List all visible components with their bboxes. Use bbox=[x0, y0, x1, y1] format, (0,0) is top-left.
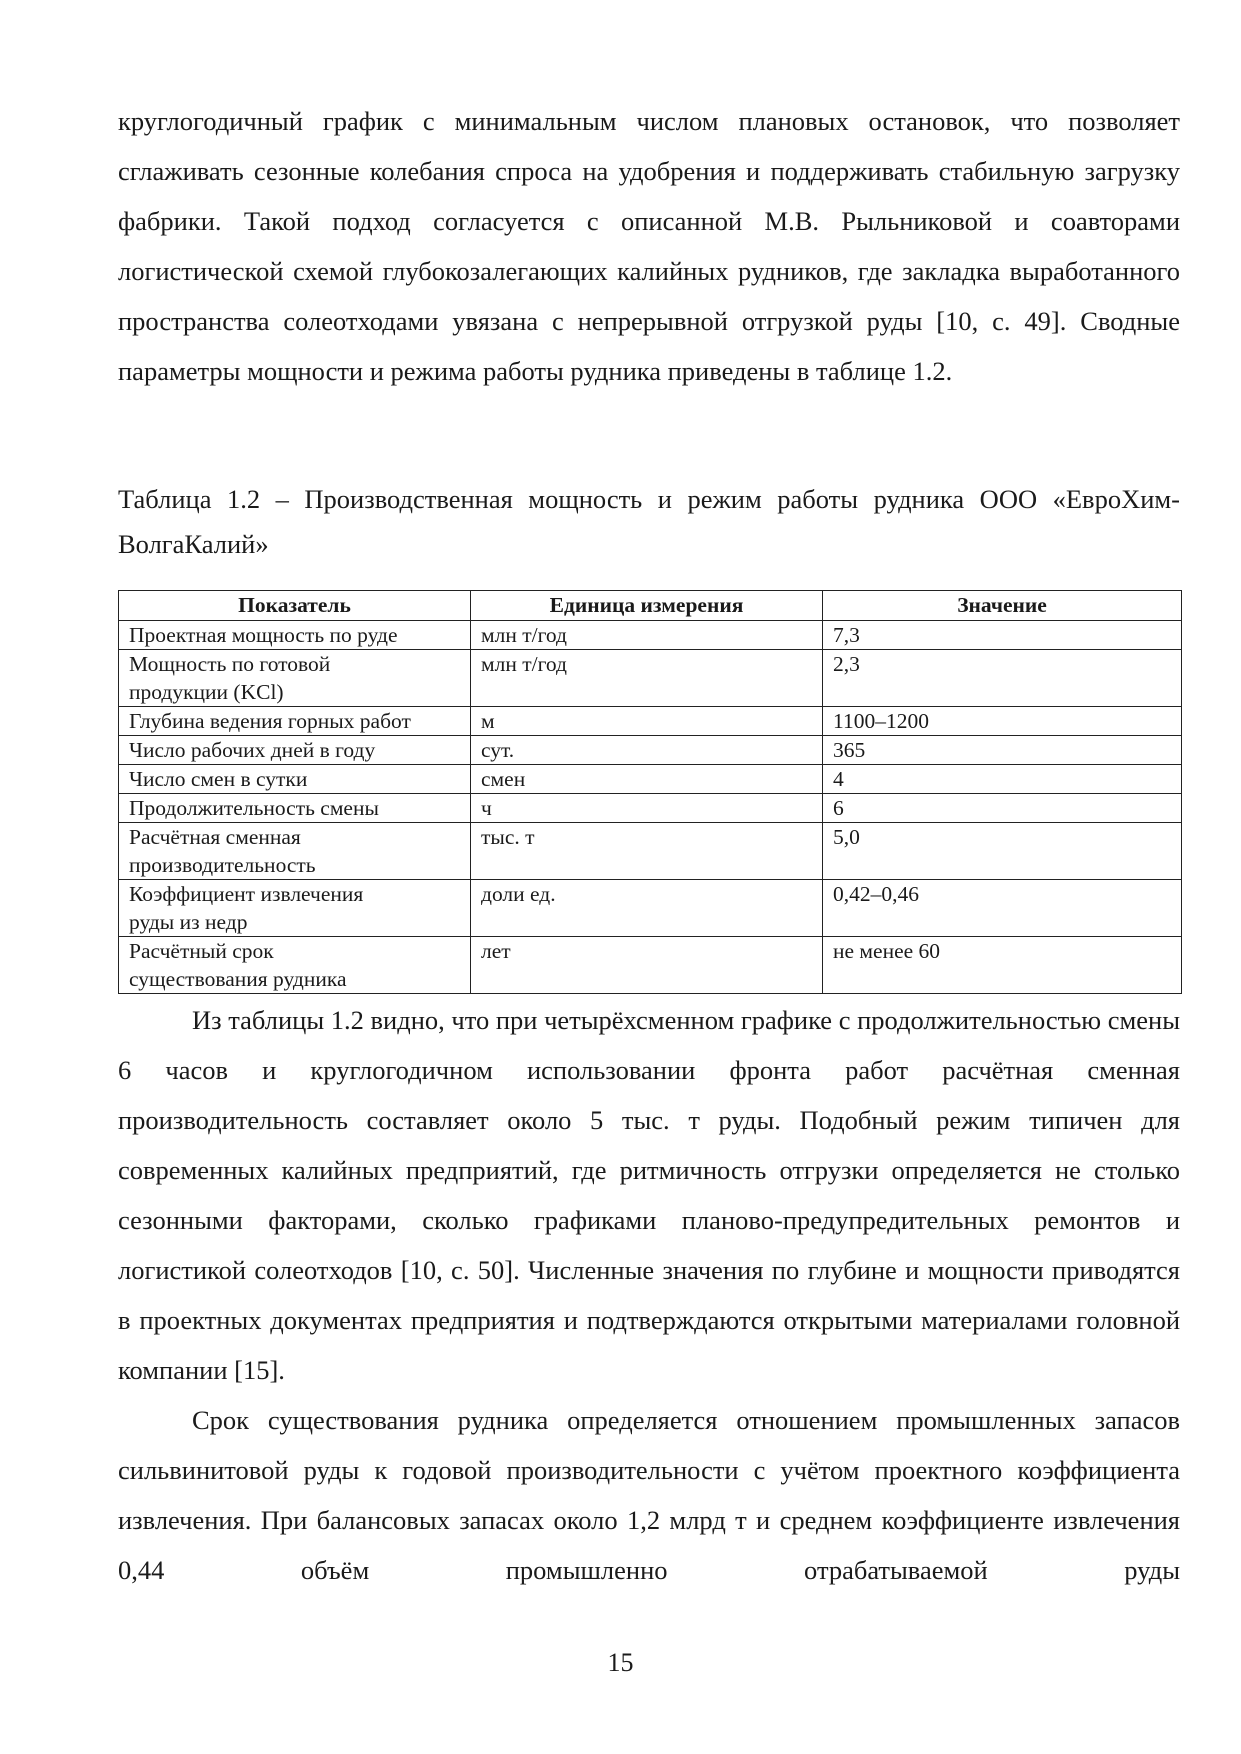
table-row bbox=[119, 794, 1182, 823]
table-cell: Проектная мощность по руде bbox=[119, 621, 471, 650]
table-cell: млн т/год bbox=[471, 621, 823, 650]
table-cell: 0,42–0,46 bbox=[823, 880, 1182, 937]
table-cell: 4 bbox=[823, 765, 1182, 794]
table-row bbox=[119, 765, 1182, 794]
table-cell: ч bbox=[471, 794, 823, 823]
table-cell: сут. bbox=[471, 736, 823, 765]
table-row bbox=[119, 880, 1182, 937]
data-table bbox=[118, 590, 1182, 994]
table-cell: не менее 60 bbox=[823, 937, 1182, 994]
table-row bbox=[119, 736, 1182, 765]
table-cell: Коэффициент извлечения руды из недр bbox=[119, 880, 471, 937]
page-number: 15 bbox=[607, 1648, 634, 1677]
table-cell: 365 bbox=[823, 736, 1182, 765]
intro-paragraph: круглогодичный график с минимальным числом плановых остановок, что позволяет сглаживать сезонные колебания спроса на удобрения и поддерживать стабильную загрузку фабрики. Такой подход согласуется с описанной М.В. Рыльниковой и соавторами логистической схемой глубокозалегающих калийных рудников, где закладка выработанного пространства солеотходами увязана с непрерывной отгрузкой руды [10, с. 49]. Сводные параметры мощности и режима работы рудника приведены в таблице 1.2. bbox=[118, 106, 1180, 386]
table-cell: лет bbox=[471, 937, 823, 994]
table-cell: Число рабочих дней в году bbox=[119, 736, 471, 765]
table-cell: 7,3 bbox=[823, 621, 1182, 650]
table-row bbox=[119, 937, 1182, 994]
table-row bbox=[119, 621, 1182, 650]
table-caption-block bbox=[118, 477, 1180, 567]
table-cell: 1100–1200 bbox=[823, 707, 1182, 736]
table-row bbox=[119, 650, 1182, 707]
table-header-cell: Значение bbox=[823, 591, 1182, 621]
table-cell: Расчётный срок существования рудника bbox=[119, 937, 471, 994]
lifetime-paragraph: Срок существования рудника определяется отношением промышленных запасов сильвинитовой руды к годовой производительности с учётом проектного коэффициента извлечения. При балансовых запасах около 1,2 млрд т и среднем коэффициенте извлечения 0,44 объём промышленно отрабатываемой руды bbox=[118, 1405, 1180, 1585]
table-cell: Продолжительность смены bbox=[119, 794, 471, 823]
table-header-row bbox=[119, 591, 1182, 621]
table-cell: 5,0 bbox=[823, 823, 1182, 880]
table-cell: смен bbox=[471, 765, 823, 794]
table-header-cell: Единица измерения bbox=[471, 591, 823, 621]
table-caption: Таблица 1.2 – Производственная мощность и режим работы рудника ООО «ЕвроХим-ВолгаКалий» bbox=[118, 484, 1180, 559]
table-row bbox=[119, 707, 1182, 736]
table-cell: м bbox=[471, 707, 823, 736]
table-cell: Мощность по готовой продукции (KCl) bbox=[119, 650, 471, 707]
table-header-cell: Показатель bbox=[119, 591, 471, 621]
table-cell: Число смен в сутки bbox=[119, 765, 471, 794]
table-cell: Глубина ведения горных работ bbox=[119, 707, 471, 736]
table-row bbox=[119, 823, 1182, 880]
lifetime-paragraph-block bbox=[118, 1395, 1180, 1595]
table-cell: тыс. т bbox=[471, 823, 823, 880]
table-cell: млн т/год bbox=[471, 650, 823, 707]
table-cell: 2,3 bbox=[823, 650, 1182, 707]
table-cell: Расчётная сменная производительность bbox=[119, 823, 471, 880]
analysis-paragraph: Из таблицы 1.2 видно, что при четырёхсменном графике с продолжительностью смены 6 часов и круглогодичном использовании фронта работ расчётная сменная производительность составляет около 5 тыс. т руды. Подобный режим типичен для современных калийных предприятий, где ритмичность отгрузки определяется не столько сезонными факторами, сколько графиками планово-предупредительных ремонтов и логистикой солеотходов [10, с. 50]. Численные значения по глубине и мощности приводятся в проектных документах предприятия и подтверждаются открытыми материалами головной компании [15]. bbox=[118, 1005, 1180, 1385]
intro-paragraph-block bbox=[118, 96, 1180, 396]
analysis-paragraph-block bbox=[118, 995, 1180, 1395]
table-cell: 6 bbox=[823, 794, 1182, 823]
table-cell: доли ед. bbox=[471, 880, 823, 937]
